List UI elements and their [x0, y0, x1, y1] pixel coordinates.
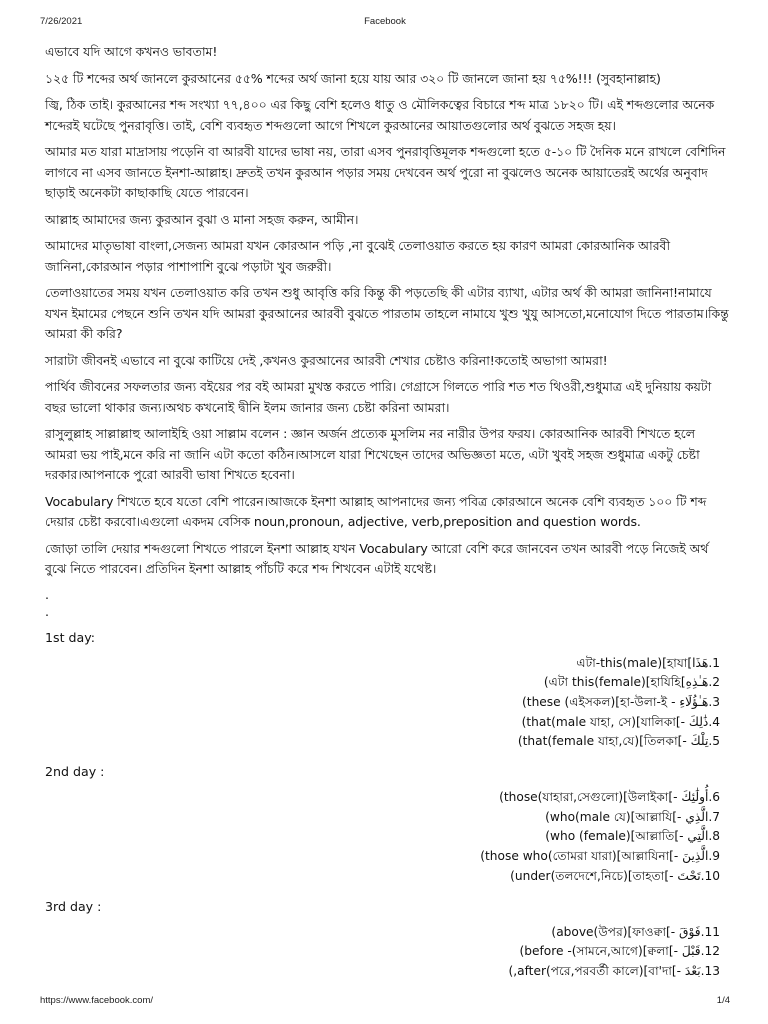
post-content [45, 42, 730, 992]
day-section-2 [45, 762, 730, 887]
vocab-item: 11.فَوْقَ -]above(উপর)[ফাওক্বা) [551, 924, 720, 939]
vocab-item: 1.هَذَا]এটা-this(male)[হাযা [576, 655, 720, 670]
paragraph: রাসুলুল্লাহ সাল্লাল্লাহু আলাইহি ওয়া সাল্লাম বলেন : জ্ঞান অর্জন প্রত্যেক মুসলিম নর নারীর উপর ফরয। কোরআনিক আরবী শিখতে হলে আমরা ভয় পাই,মনে করি না জানি এটা কতো কঠিন।আসলে যারা শিখেছেন তাদের অভিজ্ঞতা মতে, এটা খুবই সহজ শুধুমাত্র একটু চেষ্টা দরকার।আপনাকে পুরো আরবী ভাষা শিখতে হবেনা। [45, 426, 700, 482]
paragraph: তেলাওয়াতের সময় যখন তেলাওয়াত করি তখন শুধু আবৃত্তি করি কিন্তু কী পড়তেছি কী এটার ব্যাখা, এটার অর্থ কী আমরা জানিনা!নামাযে যখন ইমামের পেছনে শুনি তখন যদি আমরা কুরআনের আরবী বুঝতে পারতাম তাহলে নামাযে খুশু খুযু আসতো,মনোযোগ দিতে পারতাম।কিন্তু আমরা কী করি? [45, 285, 729, 341]
paragraph: আমাদের মাতৃভাষা বাংলা,সেজন্য আমরা যখন কোরআন পড়ি ,না বুঝেই তেলাওয়াত করতে হয় কারণ আমরা কোরআনিক আরবী জানিনা,কোরআন পড়ার পাশাপাশি বুঝে পড়াটা খুব জরুরী। [45, 238, 670, 274]
vocab-list [45, 923, 730, 982]
paragraph: আমার মত যারা মাদ্রাসায় পড়েনি বা আরবী যাদের ভাষা নয়, তারা এসব পুনরাবৃত্তিমূলক শব্দগুলো হতে ৫-১০ টি দৈনিক মনে রাখলে বেশিদিন লাগবে না এসব জানতে ইনশা-আল্লাহ। দ্রুতই তখন কুরআন পড়ার সময় দেখবেন অর্থ পুরো না বুঝলেও অনেক আয়াতেরই অর্থের অনুবাদ ছাড়াই অনেকটা কাছাকাছি যেতে পারবেন। [45, 144, 726, 200]
paragraph: সারাটা জীবনই এভাবে না বুঝে কাটিয়ে দেই ,কখনও কুরআনের আরবী শেখার চেষ্টাও করিনা!কতোই অভাগা আমরা! [45, 352, 608, 368]
vocab-item: 9.الَّذِينَ -]those who(তোমরা যারা)[আল্লাযিনা) [480, 849, 720, 864]
paragraph: Vocabulary শিখতে হবে যতো বেশি পারেন।আজকে ইনশা আল্লাহ আপনাদের জন্য পবিত্র কোরআনে অনেক বেশি ব্যবহৃত ১০০ টি শব্দ দেয়ার চেষ্টা করবো।এগুলো একদম বেসিক noun,pronoun, adjective, verb,preposition and question words. [45, 493, 707, 529]
paragraph: আল্লাহ আমাদের জন্য কুরআন বুঝা ও মানা সহজ করুন, আমীন। [45, 211, 359, 227]
day-section-1 [45, 628, 730, 753]
vocab-item: 5.تِلْكَ -]that(female যাহা,যে)[তিলকা) [517, 734, 720, 749]
print-date: 7/26/2021 [40, 16, 83, 27]
vocab-item: 13.بَعْدَ -]after(পরে,পরবর্তী কালে)[বা'দা,) [508, 963, 720, 978]
separator-dot: . [45, 586, 50, 602]
vocab-list [45, 788, 730, 887]
paragraph: ১২৫ টি শব্দের অর্থ জানলে কুরআনের ৫৫% শব্দের অর্থ জানা হয়ে যায় আর ৩২০ টি জানলে জানা হয় ৭৫%!!! (সুবহানাল্লাহ) [45, 70, 661, 86]
paragraph: এভাবে যদি আগে কখনও ভাবতাম! [45, 44, 218, 59]
page-number: 1/4 [716, 995, 730, 1006]
vocab-item: 3.هَـٰؤُلَاءِ - these (এইসকল)[হা-উলা-ই) [522, 694, 720, 709]
page-url: https://www.facebook.com/ [40, 995, 153, 1006]
day-section-3 [45, 897, 730, 982]
day-heading: 1st day: [45, 629, 96, 645]
vocab-item: 8.الَّتِي -]who (female)[আল্লাতি) [545, 829, 720, 844]
vocab-item: 4.ذَٰلِكَ -]that(male যাহা, সে)[যালিকা) [521, 714, 720, 729]
vocab-item: 10.تَحْتَ -]under(তলদেশে,নিচে)[তাহতা) [510, 868, 720, 883]
separator-dot: . [45, 603, 50, 619]
paragraph: জোড়া তালি দেয়ার শব্দগুলো শিখতে পারলে ইনশা আল্লাহ যখন Vocabulary আরো বেশি করে জানবেন তখন আরবী পড়ে নিজেই অর্থ বুঝে নিতে পারবেন। প্রতিদিন ইনশা আল্লাহ পাঁচটি করে শব্দ শিখবেন এটাই যথেষ্ট। [45, 540, 709, 576]
print-header [40, 16, 730, 30]
day-heading: 3rd day : [45, 898, 102, 914]
paragraph: জ্বি, ঠিক তাই। কুরআনের শব্দ সংখ্যা ৭৭,৪০০ এর কিছু বেশি হলেও ধাতু ও মৌলিকত্বের বিচারে শব্দ মাত্র ১৮২০ টি। এই শব্দগুলোর অনেক শব্দেরই ঘটেছে পুনরাবৃত্তি। তাই, বেশি ব্যবহৃত শব্দগুলো আগে শিখলে কুরআনের আয়াতগুলোর অর্থ বুঝতে সহজ হয়। [45, 97, 715, 133]
paragraph: পার্থিব জীবনের সফলতার জন্য বইয়ের পর বই আমরা মুখস্ত করতে পারি। গেগ্রাসে গিলতে পারি শত শত থিওরী,শুধুমাত্র এই দুনিয়ায় কয়টা বছর ভালো থাকার জন্য।অথচ কখনোই দ্বীনি ইলম জানার জন্য চেষ্টা করিনা আমরা। [45, 379, 712, 415]
vocab-item: 2.هَـٰذِهِ]এটা this(female)[হাযিহি) [543, 675, 720, 690]
day-heading: 2nd day : [45, 764, 105, 780]
vocab-item: 7.الَّذِي -]who(male যে)[আল্লাযি) [545, 809, 720, 824]
page-title: Facebook [364, 16, 406, 27]
vocab-item: 6.أُولَٰئِكَ -]those(যাহারা,সেগুলো)[উলাইকা) [499, 790, 720, 805]
print-footer [40, 995, 730, 1009]
vocab-list [45, 654, 730, 753]
vocab-item: 12.قَبْلَ -]before -(সামনে,আগে)[ক্বলা) [519, 944, 720, 959]
